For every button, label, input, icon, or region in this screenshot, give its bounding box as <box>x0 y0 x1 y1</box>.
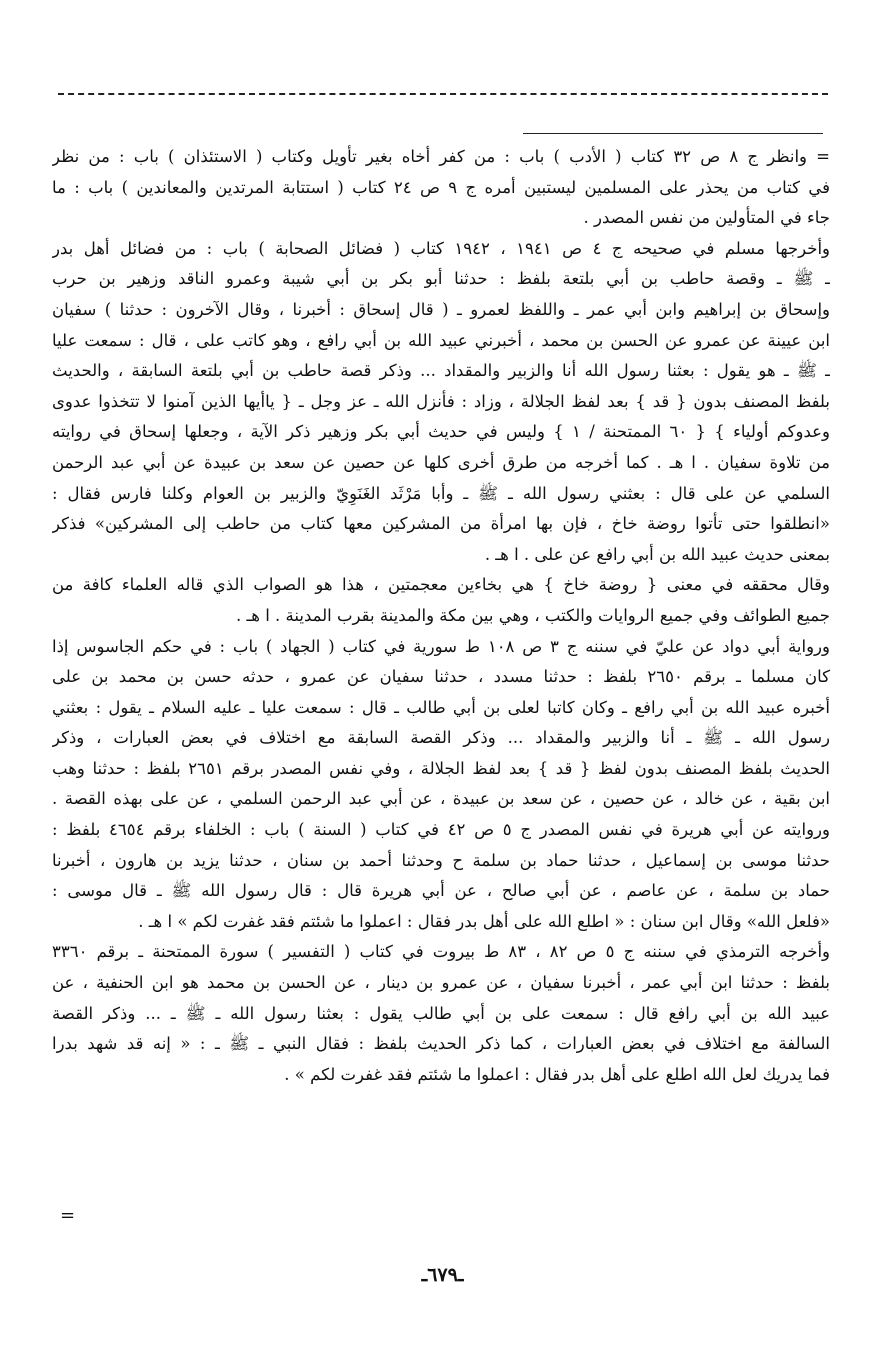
text-line: وأخرجه الترمذي في سننه ج ٥ ص ٨٢ ، ٨٣ ط بيروت في كتاب ( التفسير ) سورة الممتحنة ـ برقم ٣٣٦٠ <box>52 942 830 962</box>
text-line: بمعنى حديث عبيد الله بن أبي رافع عن على . ا هـ . <box>484 544 830 564</box>
text-line: بلفظ المصنف بدون { قد } بعد لفظ الجلالة ، وزاد : فأنزل الله ـ عز وجل ـ { ياأيها الذين آمنوا لا تتخذوا عدوى <box>52 391 830 411</box>
header-dashed-rule <box>58 93 828 95</box>
text-line: فما يدريك لعل الله اطلع على أهل بدر فقال : اعملوا ما شئتم فقد غفرت لكم » . <box>284 1064 830 1084</box>
text-line: ابن عيينة عن عمرو عن الحسن بن محمد ، أخبرني عبيد الله بن أبي رافع ، وهو كاتب على ، قال : سمعت عليا <box>52 330 830 350</box>
continuation-mark: = <box>60 1205 76 1226</box>
text-line: جميع الطوائف وفي جميع الروايات والكتب ، وهي بين مكة والمدينة بقرب المدينة . ا هـ . <box>235 605 830 625</box>
footnote-text-block <box>52 142 830 1090</box>
text-line: السالفة مع اختلاف في بعض العبارات ، كما ذكر الحديث بلفظ : فقال النبي ـ ﷺ ـ : « إنه قد شهد بدرا <box>52 1034 830 1054</box>
text-line: حدثنا موسى بن إسماعيل ، حدثنا حماد بن سلمة ح وحدثنا أحمد بن سنان ، حدثنا يزيد بن هارون ، أخبرنا <box>52 850 830 870</box>
text-line: كان مسلما ـ برقم ٢٦٥٠ بلفظ : حدثنا مسدد ، حدثنا سفيان عن عمرو ، حدثه حسن بن محمد بن على <box>52 667 830 687</box>
text-line: وعدوكم أولياء } { ٦٠ الممتحنة / ١ } وليس في حديث أبي بكر وزهير ذكر الآية ، وجعلها إسحاق في روايته <box>52 422 830 442</box>
text-line: وإسحاق بن إبراهيم وابن أبي عمر ـ واللفظ لعمرو ـ ( قال إسحاق : أخبرنا ، وقال الآخرون : حدثنا ) سفيان <box>52 299 830 319</box>
text-line: وقال محققه في معنى { روضة خاخ } هي بخاءين معجمتين ، هذا هو الصواب الذي قاله العلماء كافة من <box>52 575 830 595</box>
text-line: = وانظر ج ٨ ص ٣٢ كتاب ( الأدب ) باب : من كفر أخاه بغير تأويل وكتاب ( الاستئذان ) باب : من نظر <box>52 147 830 166</box>
text-line: ورواية أبي دواد عن عليّ في سننه ج ٣ ص ١٠٨ ط سورية في كتاب ( الجهاد ) باب : في حكم الجاسوس إذا <box>52 636 830 656</box>
text-line: عبيد الله بن أبي رافع قال : سمعت على بن أبي طالب يقول : بعثنا رسول الله ـ ﷺ ـ ... وذكر القصة <box>52 1003 830 1023</box>
text-line: «انطلقوا حتى تأتوا روضة خاخ ، فإن بها امرأة من المشركين معها كتاب من حاطب إلى المشركين» فذكر <box>52 514 830 534</box>
text-line: رسول الله ـ ﷺ ـ أنا والزبير والمقداد ... وذكر القصة السابقة مع اختلاف في بعض العبارات ، وذكر <box>52 728 830 748</box>
text-line: بلفظ : حدثنا ابن أبي عمر ، أخبرنا سفيان ، عن عمرو بن دينار ، عن الحسن بن محمد هو ابن الحنفية ، عن <box>52 973 830 993</box>
text-line: ـ ﷺ ـ وقصة حاطب بن أبي بلتعة بلفظ : حدثنا أبو بكر بن أبي شيبة وعمرو الناقد وزهير بن حرب <box>52 269 830 289</box>
footnote-separator-rule <box>523 133 823 134</box>
page-number: ـ٦٧٩ـ <box>421 1264 464 1286</box>
text-line: وروايته عن أبي هريرة في نفس المصدر ج ٥ ص ٤٢ في كتاب ( السنة ) باب : الخلفاء برقم ٤٦٥٤ بلفظ : <box>52 820 830 840</box>
text-line: من تلاوة سفيان . ا هـ . كما أخرجه من طرق أخرى كلها عن حصين عن سعد بن عبيدة عن أبي عبد الرحمن <box>52 452 830 472</box>
text-line: الحديث بلفظ المصنف بدون لفظ { قد } بعد لفظ الجلالة ، وفي نفس المصدر برقم ٢٦٥١ بلفظ : حدثنا وهب <box>52 758 830 778</box>
text-line: أخبره عبيد الله بن أبي رافع ـ وكان كاتبا لعلى بن أبي طالب ـ قال : سمعت عليا ـ عليه السلام ـ يقول : بعثني <box>52 697 830 717</box>
text-line: «فلعل الله» وقال ابن سنان : « اطلع الله على أهل بدر فقال : اعملوا ما شئتم فقد غفرت لكم » ا هـ . <box>138 911 830 931</box>
text-line: حماد بن سلمة ، عن عاصم ، عن أبي صالح ، عن أبي هريرة قال : قال رسول الله ﷺ ـ قال موسى : <box>52 881 830 901</box>
text-line: جاء في المتأولين من نفس المصدر . <box>583 208 830 228</box>
text-line: ابن بقية ، عن خالد ، عن حصين ، عن سعد بن عبيدة ، عن أبي عبد الرحمن السلمي ، عن على بهذه القصة . <box>52 789 830 809</box>
text-line: السلمي عن على قال : بعثني رسول الله ـ ﷺ ـ وأبا مَرْثَد الغَنَوِيّ والزبير بن العوام وكلنا فارس فقال : <box>52 483 830 503</box>
text-line: في كتاب من يحذر على المسلمين ليستبين أمره ج ٩ ص ٢٤ كتاب ( استتابة المرتدين والمعاندين ) باب : ما <box>52 177 830 197</box>
text-line: وأخرجها مسلم في صحيحه ج ٤ ص ١٩٤١ ، ١٩٤٢ كتاب ( فضائل الصحابة ) باب : من فضائل أهل بدر <box>52 238 830 258</box>
text-line: ـ ﷺ ـ هو يقول : بعثنا رسول الله أنا والزبير والمقداد ... وذكر قصة حاطب بن أبي بلتعة السابقة ، والحديث <box>52 361 830 381</box>
